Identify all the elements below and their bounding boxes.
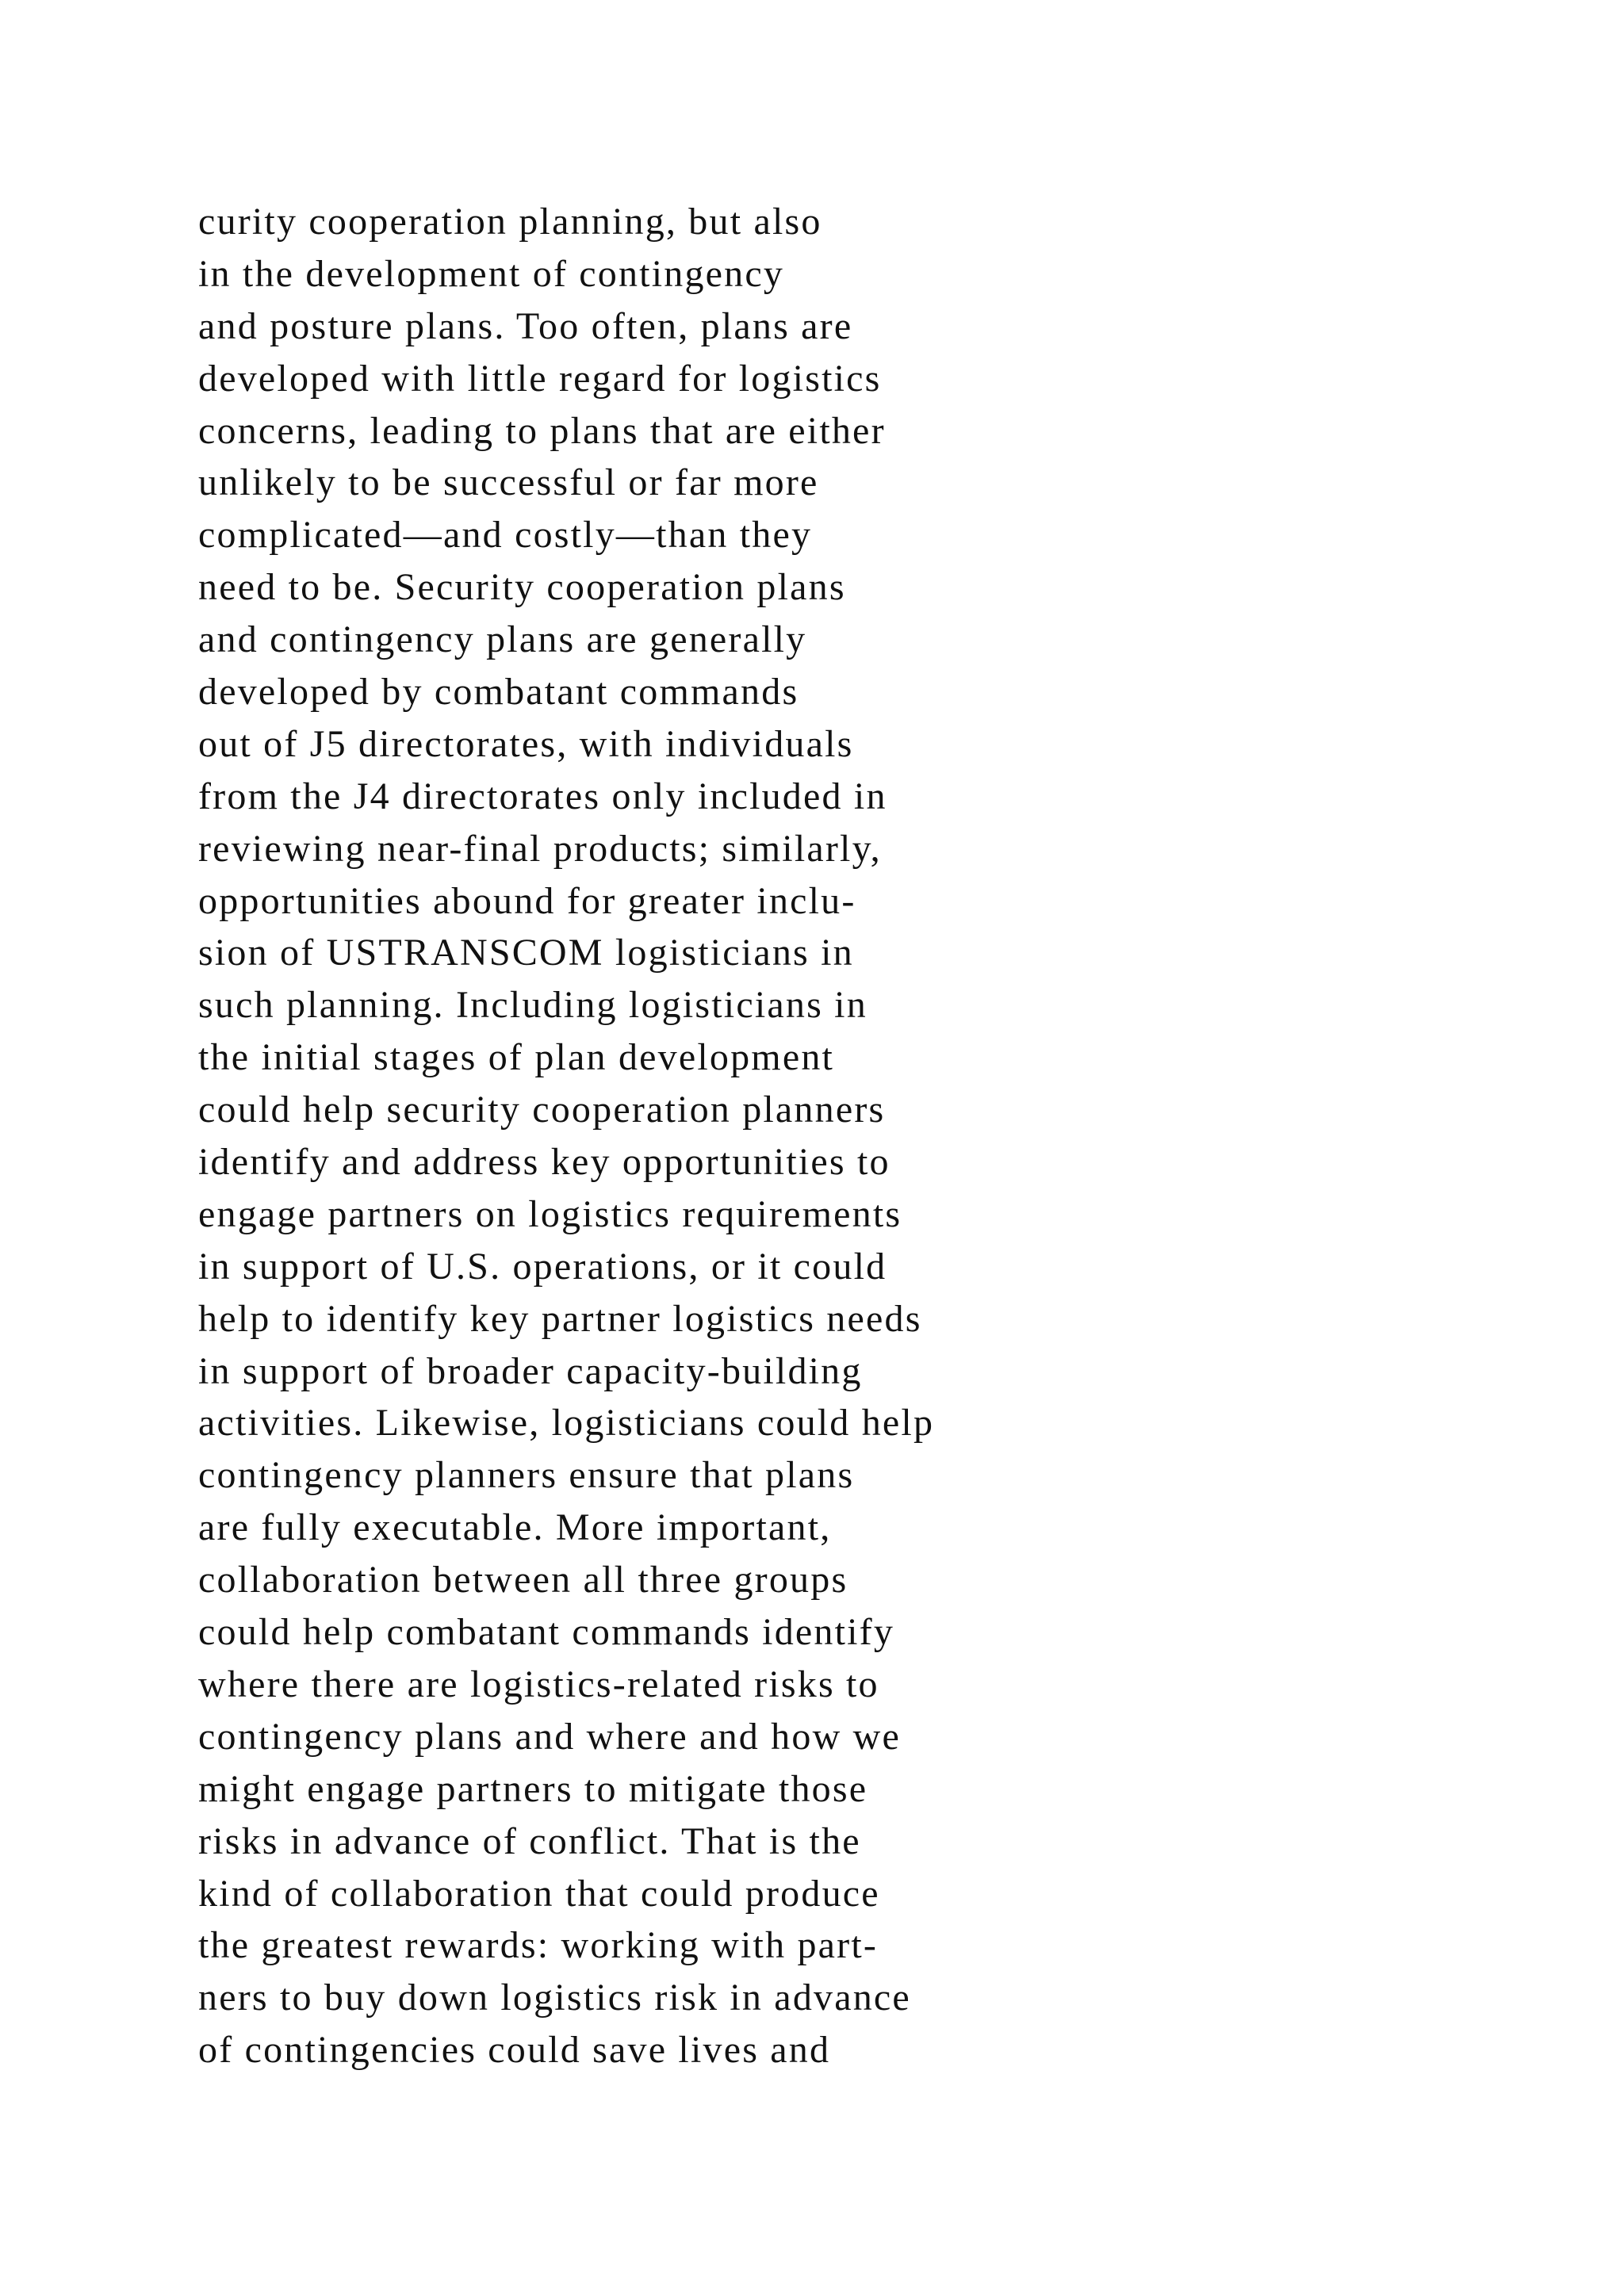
text-line: opportunities abound for greater inclu- — [198, 879, 856, 922]
text-line: engage partners on logistics requirements — [198, 1192, 902, 1235]
text-line: activities. Likewise, logisticians could help — [198, 1402, 935, 1445]
text-line: of contingencies could save lives and — [198, 2029, 831, 2072]
text-line: collaboration between all three groups — [198, 1559, 848, 1601]
text-line: developed with little regard for logistics — [198, 357, 882, 400]
text-line: might engage partners to mitigate those — [198, 1767, 868, 1810]
text-line: contingency planners ensure that plans — [198, 1454, 855, 1497]
text-line: are fully executable. More important, — [198, 1506, 832, 1549]
text-line: where there are logistics-related risks to — [198, 1663, 879, 1705]
text-line: identify and address key opportunities to — [198, 1141, 891, 1184]
text-line: in support of U.S. operations, or it could — [198, 1245, 887, 1288]
text-line: unlikely to be successful or far more — [198, 461, 819, 504]
text-line: need to be. Security cooperation plans — [198, 566, 846, 609]
text-line: complicated—and costly—than they — [198, 514, 813, 557]
text-line: concerns, leading to plans that are either — [198, 409, 886, 452]
text-line: could help security cooperation planners — [198, 1089, 886, 1131]
text-line: contingency plans and where and how we — [198, 1715, 902, 1758]
text-line: such planning. Including logisticians in — [198, 984, 868, 1027]
text-line: curity cooperation planning, but also — [198, 201, 822, 243]
text-line: ners to buy down logistics risk in advance — [198, 1976, 911, 2019]
text-line: developed by combatant commands — [198, 671, 799, 714]
text-line: in the development of contingency — [198, 252, 785, 295]
text-line: and contingency plans are generally — [198, 618, 807, 661]
text-line: could help combatant commands identify — [198, 1611, 895, 1654]
text-line: and posture plans. Too often, plans are — [198, 304, 853, 347]
text-line: the greatest rewards: working with part- — [198, 1924, 879, 1967]
body-text — [198, 196, 1308, 2076]
text-line: kind of collaboration that could produce — [198, 1872, 880, 1915]
text-line: in support of broader capacity-building — [198, 1349, 863, 1392]
text-line: sion of USTRANSCOM logisticians in — [198, 932, 854, 974]
text-line: out of J5 directorates, with individuals — [198, 722, 854, 765]
text-line: risks in advance of conflict. That is the — [198, 1820, 861, 1862]
text-line: help to identify key partner logistics needs — [198, 1297, 922, 1340]
text-line: reviewing near-final products; similarly, — [198, 827, 882, 870]
text-line: the initial stages of plan development — [198, 1036, 835, 1079]
text-line: from the J4 directorates only included in — [198, 775, 887, 817]
